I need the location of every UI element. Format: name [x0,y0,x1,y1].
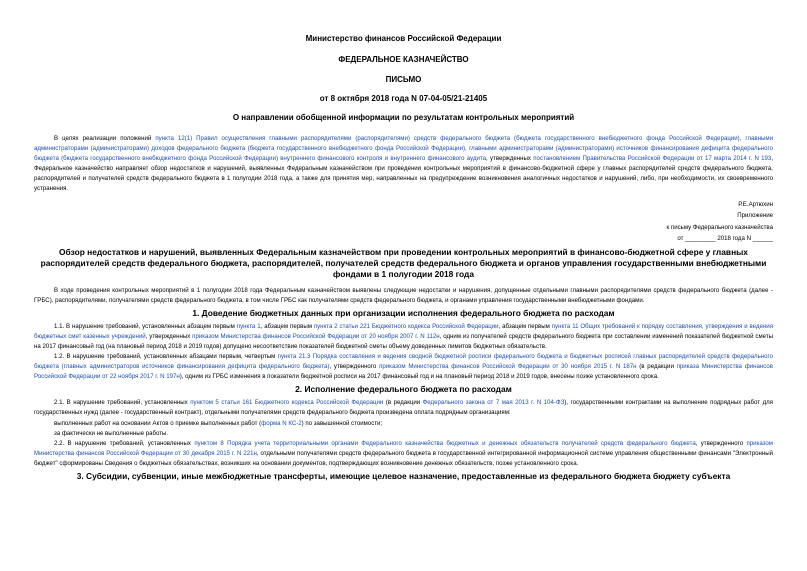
link-point-21-3[interactable]: пункта 21.3 Порядка составления и ведения сводной бюджетной росписи федерального бюджета и бюджетных росписей главных распорядителей средств федерального бюджета (главных администраторов источников финансирования дефицита федерального бюджета) [34,353,773,371]
appendix-label: Приложение [737,212,773,220]
signatory-name: Р.Е.Артюхин [738,200,773,208]
section-2-title: 2. Исполнение федерального бюджета по расходам [295,384,512,395]
link-federal-law-104[interactable]: Федерального закона от 7 мая 2013 г. N 104-ФЗ [422,399,565,407]
link-order-187n[interactable]: приказом Министерства финансов Российской Федерации от 30 ноября 2015 г. N 187н [379,363,637,371]
doc-subject: О направлении обобщенной информации по результатам контрольных мероприятий [232,113,575,122]
link-order-112n[interactable]: приказом Министерства финансов Российской Федерации от 20 ноября 2007 г. N 112н [192,332,440,340]
appendix-date-line: от _________ 2018 года N ______ [677,235,773,243]
link-procedure-point-8[interactable]: пунктом 8 Порядка учета территориальными органами Федерального казначейства бюджетных и денежных обязательств получателей средств федерального бюджета [194,439,696,447]
paragraph-2-2: 2.2. В нарушение требований, установленных пунктом 8 Порядка учета территориальными органами Федерального казначейства бюджетных и денежных обязательств получателей средств федерального бюджета, утвержденного приказом Министерства финансов Российской Федерации от 30 декабря 2015 г. N 221н, отдельными получателями средств федерального бюджета в государственной интегрированной информационной системе управления общественными финансами "Электронный бюджет" сформированы Сведения о бюджетных обязательствах, возникших на основании документов, подтверждающих возникновение денежных обязательств, позже установленного срока. [34,439,773,467]
paragraph-2-1: 2.1. В нарушение требований, установленных пунктом 5 статьи 161 Бюджетного кодекса Российской Федерации (в редакции Федерального закона от 7 мая 2013 г. N 104-ФЗ), государственными контрактами на выполнение подрядных работ для государственных нужд (далее - государственный контракт), отдельными получателями средств федерального бюджета произведена оплата подрядным организациям: [34,399,773,417]
link-general-requirements[interactable]: пункта 11 Общих требований к порядку составления, утверждения и ведения бюджетных смет казенных учреждений [34,322,773,340]
resolution-link[interactable]: постановлением Правительства Российской Федерации от 17 марта 2014 г. N 193 [533,155,772,163]
rules-link[interactable]: пункта 12(1) Правил осуществления главными распорядителями (распорядителями) средств федерального бюджета (бюджета государственного внебюджетного фонда Российской Федерации), главными администраторами (администраторами) доходов федерального бюджета (бюджета государственного внебюджетного фонда Российской Федерации), главными администраторами (администраторами) источников финансирования дефицита федерального бюджета (бюджета государственного внебюджетного фонда Российской Федерации) внутреннего финансового контроля и внутреннего финансового аудита [34,135,773,163]
doc-date-number: от 8 октября 2018 года N 07-04-05/21-21405 [319,94,488,103]
link-point-1[interactable]: пункта 1 [236,322,261,330]
link-form-ks2[interactable]: форма N КС-2 [261,419,302,427]
section-1-title: 1. Доведение бюджетных данных при организации исполнения федерального бюджета по расходам [192,307,615,318]
link-order-197n[interactable]: приказа Министерства финансов Российской Федерации от 22 ноября 2017 г. N 197н [34,363,773,381]
section-3-title: 3. Субсидии, субвенции, иные межбюджетные трансферты, имеющие целевое назначение, предоставленные из федерального бюджета бюджету субъекта [76,470,731,481]
paragraph-2-1-b: за фактически не выполненные работы. [54,429,169,437]
link-budget-code-161[interactable]: пунктом 5 статьи 161 Бюджетного кодекса Российской Федерации [190,399,384,407]
link-budget-code-221[interactable]: пункта 2 статьи 221 Бюджетного кодекса Российской Федерации [313,322,499,330]
doc-type: ПИСЬМО [385,75,422,84]
signature-block [34,199,773,245]
appendix-to-letter: к письму Федерального казначейства [666,223,773,231]
paragraph-1-2: 1.2. В нарушение требований, установленных абзацами первым, четвертым пункта 21.3 Порядка составления и ведения сводной бюджетной росписи федерального бюджета и бюджетных росписей главных распорядителей средств федерального бюджета (главных администраторов источников финансирования дефицита федерального бюджета), утвержденного приказом Министерства финансов Российской Федерации от 30 ноября 2015 г. N 187н (в редакции приказа Министерства финансов Российской Федерации от 22 ноября 2017 г. N 197н), одним из ГРБС изменения в показатели бюджетной росписи на 2017 финансовый год и на плановый период 2018 и 2019 годов, внесены позже установленного срока. [34,353,773,381]
ministry-name: Министерство финансов Российской Федерации [305,34,502,43]
agency-name: ФЕДЕРАЛЬНОЕ КАЗНАЧЕЙСТВО [338,55,469,64]
paragraph-1-1: 1.1. В нарушение требований, установленных абзацем первым пункта 1, абзацем первым пункта 2 статьи 221 Бюджетного кодекса Российской Федерации, абзацем первым пункта 11 Общих требований к порядку составления, утверждения и ведения бюджетных смет казенных учреждений, утвержденных приказом Министерства финансов Российской Федерации от 20 ноября 2007 г. N 112н, одним из получателей средств федерального бюджета при составлении изменений показателей бюджетной сметы на 2017 финансовый год (на плановый период 2018 и 2019 годов) допущено несоответствие показателей бюджетной сметы объему доведенных лимитов бюджетных обязательств. [34,322,773,350]
link-order-221n[interactable]: приказом Министерства финансов Российской Федерации от 30 декабря 2015 г. N 221н [34,439,773,457]
review-title: Обзор недостатков и нарушений, выявленных Федеральным казначейством при проведении контрольных мероприятий в финансово-бюджетной сфере у главных распорядителей средств федерального бюджета, распорядителей, получателей средств федерального бюджета и органов управления государственными внебюджетными фондами в 1 полугодии 2018 года [40,246,767,279]
intro-paragraph: В целях реализации положений пункта 12(1) Правил осуществления главными распорядителями (распорядителями) средств федерального бюджета (бюджета государственного внебюджетного фонда Российской Федерации), главными администраторами (администраторами) доходов федерального бюджета (бюджета государственного внебюджетного фонда Российской Федерации), главными администраторами (администраторами) источников финансирования дефицита федерального бюджета (бюджета государственного внебюджетного фонда Российской Федерации) внутреннего финансового контроля и внутреннего финансового аудита, утвержденных постановлением Правительства Российской Федерации от 17 марта 2014 г. N 193, Федеральное казначейство направляет обзор недостатков и нарушений, выявленных Федеральным казначейством при проведении контрольных мероприятий в финансово-бюджетной сфере у главных распорядителей средств федерального бюджета, распорядителей и получателей средств федерального бюджета в 1 полугодии 2018 года, а также для принятия мер, направленных на предупреждение возникновения аналогичных недостатков и нарушений, либо, при необходимости, их своевременного устранения. [34,135,774,193]
review-intro: В ходе проведения контрольных мероприятий в 1 полугодии 2018 года Федеральным казначейством выявлены следующие недостатки и нарушения, допущенные отдельными главными распорядителями средств федерального бюджета (далее - ГРБС), распорядителями, получателями средств федерального бюджета, в том числе ГРБС как получателями средств федерального бюджета, и органами управления государственными внебюджетными фондами. [34,286,773,304]
paragraph-2-1-a: выполненных работ на основании Актов о приемке выполненных работ (форма N КС-2) по завышенной стоимости; [54,419,383,427]
